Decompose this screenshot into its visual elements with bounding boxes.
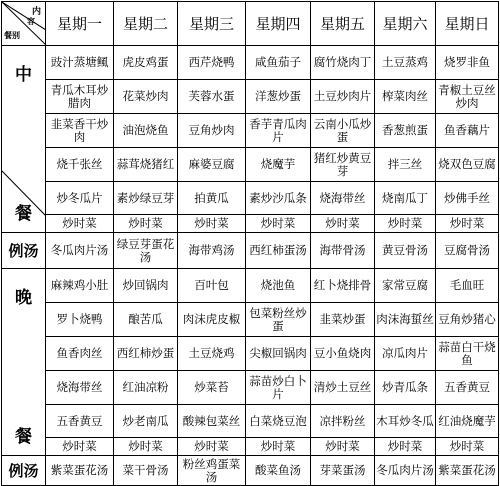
dinner-row bbox=[2, 371, 499, 405]
dish-cell: 韭菜香干炒肉 bbox=[46, 114, 114, 148]
soup-cell: 黄豆骨汤 bbox=[375, 233, 436, 269]
dish-cell: 烧南瓜丁 bbox=[375, 182, 436, 215]
soup-cell: 豆腐骨汤 bbox=[436, 233, 499, 269]
corner-cell bbox=[2, 2, 46, 46]
soup-cell: 粉丝鸡蛋菜汤 bbox=[178, 456, 246, 486]
dish-cell: 豉汁蒸塘鲺 bbox=[46, 46, 114, 80]
header-row bbox=[2, 2, 499, 46]
soup-cell: 绿豆芽蛋花汤 bbox=[114, 233, 178, 269]
dish-cell: 云南小瓜炒蛋 bbox=[311, 114, 375, 148]
dish-cell: 麻辣鸡小肚 bbox=[46, 269, 114, 303]
dish-cell: 拌三丝 bbox=[375, 148, 436, 182]
dish-cell: 素炒沙瓜条 bbox=[246, 182, 311, 215]
day-header: 星期六 bbox=[375, 2, 436, 46]
dish-cell: 炒佛手丝 bbox=[436, 182, 499, 215]
soup-cell: 西红柿蛋汤 bbox=[246, 233, 311, 269]
dish-cell: 豆角炒肉 bbox=[178, 114, 246, 148]
dish-cell: 炒时菜 bbox=[436, 215, 499, 233]
soup-cell: 菜干骨汤 bbox=[114, 456, 178, 486]
dish-cell: 炒时菜 bbox=[246, 438, 311, 456]
dish-cell: 罗卜烧鸭 bbox=[46, 303, 114, 337]
dish-cell: 榨菜肉丝 bbox=[375, 80, 436, 114]
dish-cell: 包菜粉丝炒蛋 bbox=[246, 303, 311, 337]
dinner-row bbox=[2, 438, 499, 456]
dinner-row bbox=[2, 269, 499, 303]
dish-cell: 油泡烧鱼 bbox=[114, 114, 178, 148]
corner-label-bottom: 餐别 bbox=[4, 31, 20, 40]
dish-cell: 蒜茸烧猪红 bbox=[114, 148, 178, 182]
lunch-label-cell bbox=[2, 46, 46, 233]
dish-cell: 鱼香肉丝 bbox=[46, 337, 114, 371]
dish-cell: 红油烧魔芋 bbox=[436, 405, 499, 438]
dish-cell: 炒时菜 bbox=[46, 438, 114, 456]
dish-cell: 花菜炒肉 bbox=[114, 80, 178, 114]
lunch-row bbox=[2, 148, 499, 182]
lunch-row bbox=[2, 46, 499, 80]
soup-cell: 芽菜蛋汤 bbox=[311, 456, 375, 486]
dish-cell: 炒时菜 bbox=[311, 215, 375, 233]
day-header: 星期日 bbox=[436, 2, 499, 46]
dish-cell: 木耳炒冬瓜 bbox=[375, 405, 436, 438]
soup-cell: 紫菜蛋花汤 bbox=[46, 456, 114, 486]
lunch-soup-label: 例汤 bbox=[2, 233, 46, 269]
dish-cell: 酿苦瓜 bbox=[114, 303, 178, 337]
dish-cell: 青椒土豆丝炒肉 bbox=[436, 80, 499, 114]
dish-cell: 炒时菜 bbox=[178, 215, 246, 233]
dish-cell: 炒时菜 bbox=[375, 438, 436, 456]
dish-cell: 炒时菜 bbox=[114, 215, 178, 233]
dish-cell: 烧罗非鱼 bbox=[436, 46, 499, 80]
dish-cell: 毛血旺 bbox=[436, 269, 499, 303]
dish-cell: 炒时菜 bbox=[375, 215, 436, 233]
dish-cell: 白菜烧豆泡 bbox=[246, 405, 311, 438]
lunch-row bbox=[2, 182, 499, 215]
dish-cell: 烧千张丝 bbox=[46, 148, 114, 182]
dish-cell: 豆小鱼烧肉 bbox=[311, 337, 375, 371]
lunch-row bbox=[2, 215, 499, 233]
day-header: 星期三 bbox=[178, 2, 246, 46]
dish-cell: 鱼香藕片 bbox=[436, 114, 499, 148]
dish-cell: 炒时菜 bbox=[436, 438, 499, 456]
dish-cell: 蒜苗炒白卜片 bbox=[246, 371, 311, 405]
soup-cell: 海带鸡汤 bbox=[178, 233, 246, 269]
corner-label-mid: 容 bbox=[27, 17, 35, 26]
dinner-label-cell bbox=[2, 269, 46, 456]
day-header: 星期二 bbox=[114, 2, 178, 46]
dish-cell: 拍黄瓜 bbox=[178, 182, 246, 215]
dish-cell: 炒冬瓜片 bbox=[46, 182, 114, 215]
lunch-soup-row bbox=[2, 233, 499, 269]
dish-cell: 肉沫虎皮椒 bbox=[178, 303, 246, 337]
dish-cell: 炒时菜 bbox=[114, 438, 178, 456]
dish-cell: 炒时菜 bbox=[178, 438, 246, 456]
dinner-row bbox=[2, 303, 499, 337]
dish-cell: 土豆炒肉片 bbox=[311, 80, 375, 114]
soup-cell: 冬瓜肉片汤 bbox=[375, 456, 436, 486]
dinner-soup-row bbox=[2, 456, 499, 486]
day-header: 星期一 bbox=[46, 2, 114, 46]
dish-cell: 清炒土豆丝 bbox=[311, 371, 375, 405]
day-header: 星期五 bbox=[311, 2, 375, 46]
dish-cell: 咸鱼茄子 bbox=[246, 46, 311, 80]
dish-cell: 土豆烧鸡 bbox=[178, 337, 246, 371]
dish-cell: 韭菜炒蛋 bbox=[311, 303, 375, 337]
dish-cell: 炒时菜 bbox=[246, 215, 311, 233]
dish-cell: 红油凉粉 bbox=[114, 371, 178, 405]
dish-cell: 肉沫海蜇丝 bbox=[375, 303, 436, 337]
dish-cell: 香芋青瓜肉片 bbox=[246, 114, 311, 148]
dish-cell: 腐竹烧肉丁 bbox=[311, 46, 375, 80]
dish-cell: 西芹烧鸭 bbox=[178, 46, 246, 80]
dish-cell: 麻婆豆腐 bbox=[178, 148, 246, 182]
soup-cell: 紫菜蛋花汤 bbox=[436, 456, 499, 486]
dish-cell: 素炒绿豆芽 bbox=[114, 182, 178, 215]
dish-cell: 芙蓉水蛋 bbox=[178, 80, 246, 114]
day-header: 星期四 bbox=[246, 2, 311, 46]
soup-cell: 海带骨汤 bbox=[311, 233, 375, 269]
dish-cell: 土豆蒸鸡 bbox=[375, 46, 436, 80]
dish-cell: 虎皮鸡蛋 bbox=[114, 46, 178, 80]
dish-cell: 蒜苗白干烧鱼 bbox=[436, 337, 499, 371]
dish-cell: 炒青瓜条 bbox=[375, 371, 436, 405]
lunch-row bbox=[2, 114, 499, 148]
soup-cell: 冬瓜肉片汤 bbox=[46, 233, 114, 269]
corner-label-top: 内 bbox=[31, 7, 41, 17]
dinner-soup-label: 例汤 bbox=[2, 456, 46, 486]
dish-cell: 烧海带丝 bbox=[46, 371, 114, 405]
dish-cell: 酸辣包菜丝 bbox=[178, 405, 246, 438]
dish-cell: 红卜烧排骨 bbox=[311, 269, 375, 303]
dish-cell: 五香黄豆 bbox=[436, 371, 499, 405]
dinner-row bbox=[2, 337, 499, 371]
weekly-menu-table bbox=[1, 1, 499, 486]
dish-cell: 凉拌粉丝 bbox=[311, 405, 375, 438]
dish-cell: 尖椒回锅肉 bbox=[246, 337, 311, 371]
dish-cell: 豆角炒猪心 bbox=[436, 303, 499, 337]
dish-cell: 烧海带丝 bbox=[311, 182, 375, 215]
dish-cell: 炒时菜 bbox=[311, 438, 375, 456]
dish-cell: 烧魔芋 bbox=[246, 148, 311, 182]
dish-cell: 洋葱炒蛋 bbox=[246, 80, 311, 114]
dish-cell: 烧双色豆腐 bbox=[436, 148, 499, 182]
dish-cell: 香葱煎蛋 bbox=[375, 114, 436, 148]
dinner-label-bottom: 餐 bbox=[15, 427, 32, 447]
dinner-row bbox=[2, 405, 499, 438]
lunch-row bbox=[2, 80, 499, 114]
dish-cell: 家常豆腐 bbox=[375, 269, 436, 303]
dinner-label-top: 晚 bbox=[15, 288, 32, 308]
lunch-label-bottom: 餐 bbox=[15, 204, 32, 224]
dish-cell: 炒回锅肉 bbox=[114, 269, 178, 303]
dish-cell: 烧池鱼 bbox=[246, 269, 311, 303]
dish-cell: 西红柿炒蛋 bbox=[114, 337, 178, 371]
dish-cell: 炒菜苔 bbox=[178, 371, 246, 405]
soup-cell: 酸菜鱼汤 bbox=[246, 456, 311, 486]
dish-cell: 凉瓜肉片 bbox=[375, 337, 436, 371]
dish-cell: 炒时菜 bbox=[46, 215, 114, 233]
lunch-label-top: 中 bbox=[15, 65, 32, 85]
dish-cell: 五香黄豆 bbox=[46, 405, 114, 438]
dish-cell: 百叶包 bbox=[178, 269, 246, 303]
dish-cell: 猪红炒黄豆芽 bbox=[311, 148, 375, 182]
dish-cell: 炒老南瓜 bbox=[114, 405, 178, 438]
dish-cell: 青瓜木耳炒腊肉 bbox=[46, 80, 114, 114]
